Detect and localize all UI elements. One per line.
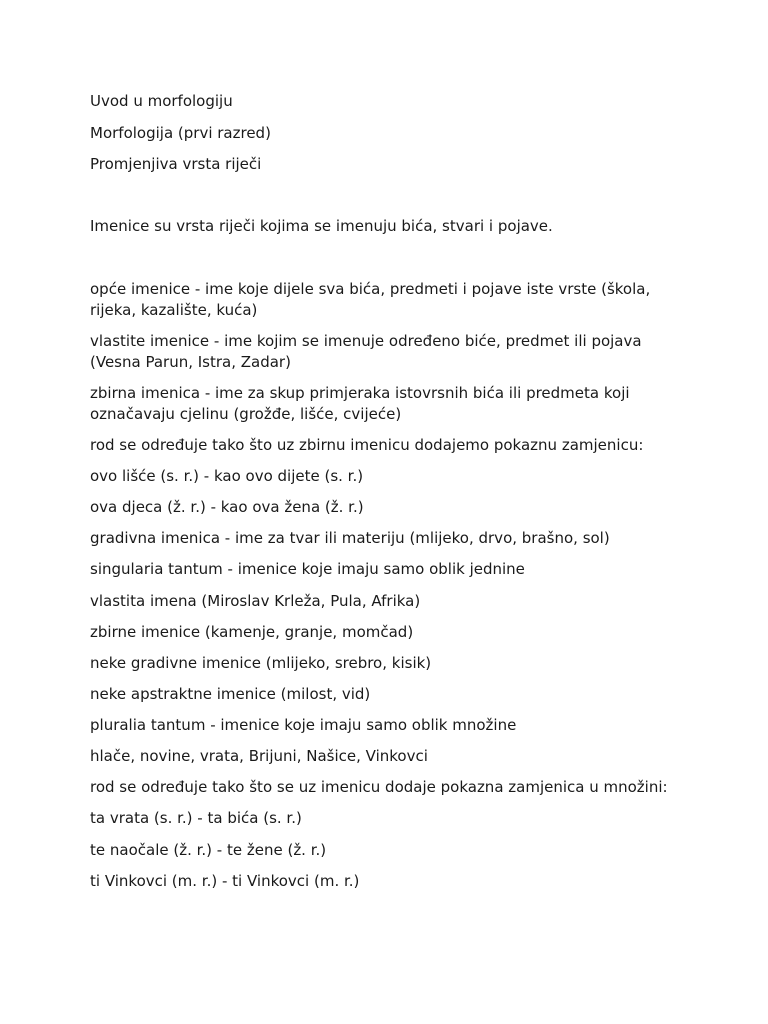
paragraph-singularia-tantum: singularia tantum - imenice koje imaju samo oblik jednine bbox=[90, 560, 525, 578]
paragraph-list-item: vlastita imena (Miroslav Krleža, Pula, Afrika) bbox=[90, 592, 421, 610]
paragraph-common-nouns: opće imenice - ime koje dijele sva bića, predmeti i pojave iste vrste (škola, rijeka, kazalište, kuća) bbox=[90, 280, 651, 319]
document-title: Uvod u morfologiju bbox=[90, 92, 233, 110]
paragraph-example: ovo lišće (s. r.) - kao ovo dijete (s. r.) bbox=[90, 467, 364, 485]
paragraph-gender-rule-plural: rod se određuje tako što se uz imenicu dodaje pokazna zamjenica u množini: bbox=[90, 778, 668, 796]
paragraph-example: ti Vinkovci (m. r.) - ti Vinkovci (m. r.) bbox=[90, 872, 360, 890]
paragraph-material-noun: gradivna imenica - ime za tvar ili materiju (mlijeko, drvo, brašno, sol) bbox=[90, 529, 610, 547]
definition-paragraph: Imenice su vrsta riječi kojima se imenuju bića, stvari i pojave. bbox=[90, 217, 553, 235]
paragraph-list-item: zbirne imenice (kamenje, granje, momčad) bbox=[90, 623, 414, 641]
paragraph-gender-rule: rod se određuje tako što uz zbirnu imenicu dodajemo pokaznu zamjenicu: bbox=[90, 436, 644, 454]
paragraph-example: te naočale (ž. r.) - te žene (ž. r.) bbox=[90, 841, 327, 859]
paragraph-example: ova djeca (ž. r.) - kao ova žena (ž. r.) bbox=[90, 498, 364, 516]
paragraph-example: ta vrata (s. r.) - ta bića (s. r.) bbox=[90, 809, 302, 827]
paragraph-proper-nouns: vlastite imenice - ime kojim se imenuje određeno biće, predmet ili pojava (Vesna Parun, Istra, Zadar) bbox=[90, 332, 642, 371]
paragraph-pluralia-tantum: pluralia tantum - imenice koje imaju samo oblik množine bbox=[90, 716, 517, 734]
section-title: Promjenjiva vrsta riječi bbox=[90, 155, 262, 173]
paragraph-collective-noun: zbirna imenica - ime za skup primjeraka istovrsnih bića ili predmeta koji označavaju cjelinu (grožđe, lišće, cvijeće) bbox=[90, 384, 630, 423]
paragraph-list-item: neke apstraktne imenice (milost, vid) bbox=[90, 685, 371, 703]
paragraph-list-item: neke gradivne imenice (mlijeko, srebro, kisik) bbox=[90, 654, 432, 672]
document-subtitle: Morfologija (prvi razred) bbox=[90, 124, 271, 142]
paragraph-list-item: hlače, novine, vrata, Brijuni, Našice, Vinkovci bbox=[90, 747, 428, 765]
